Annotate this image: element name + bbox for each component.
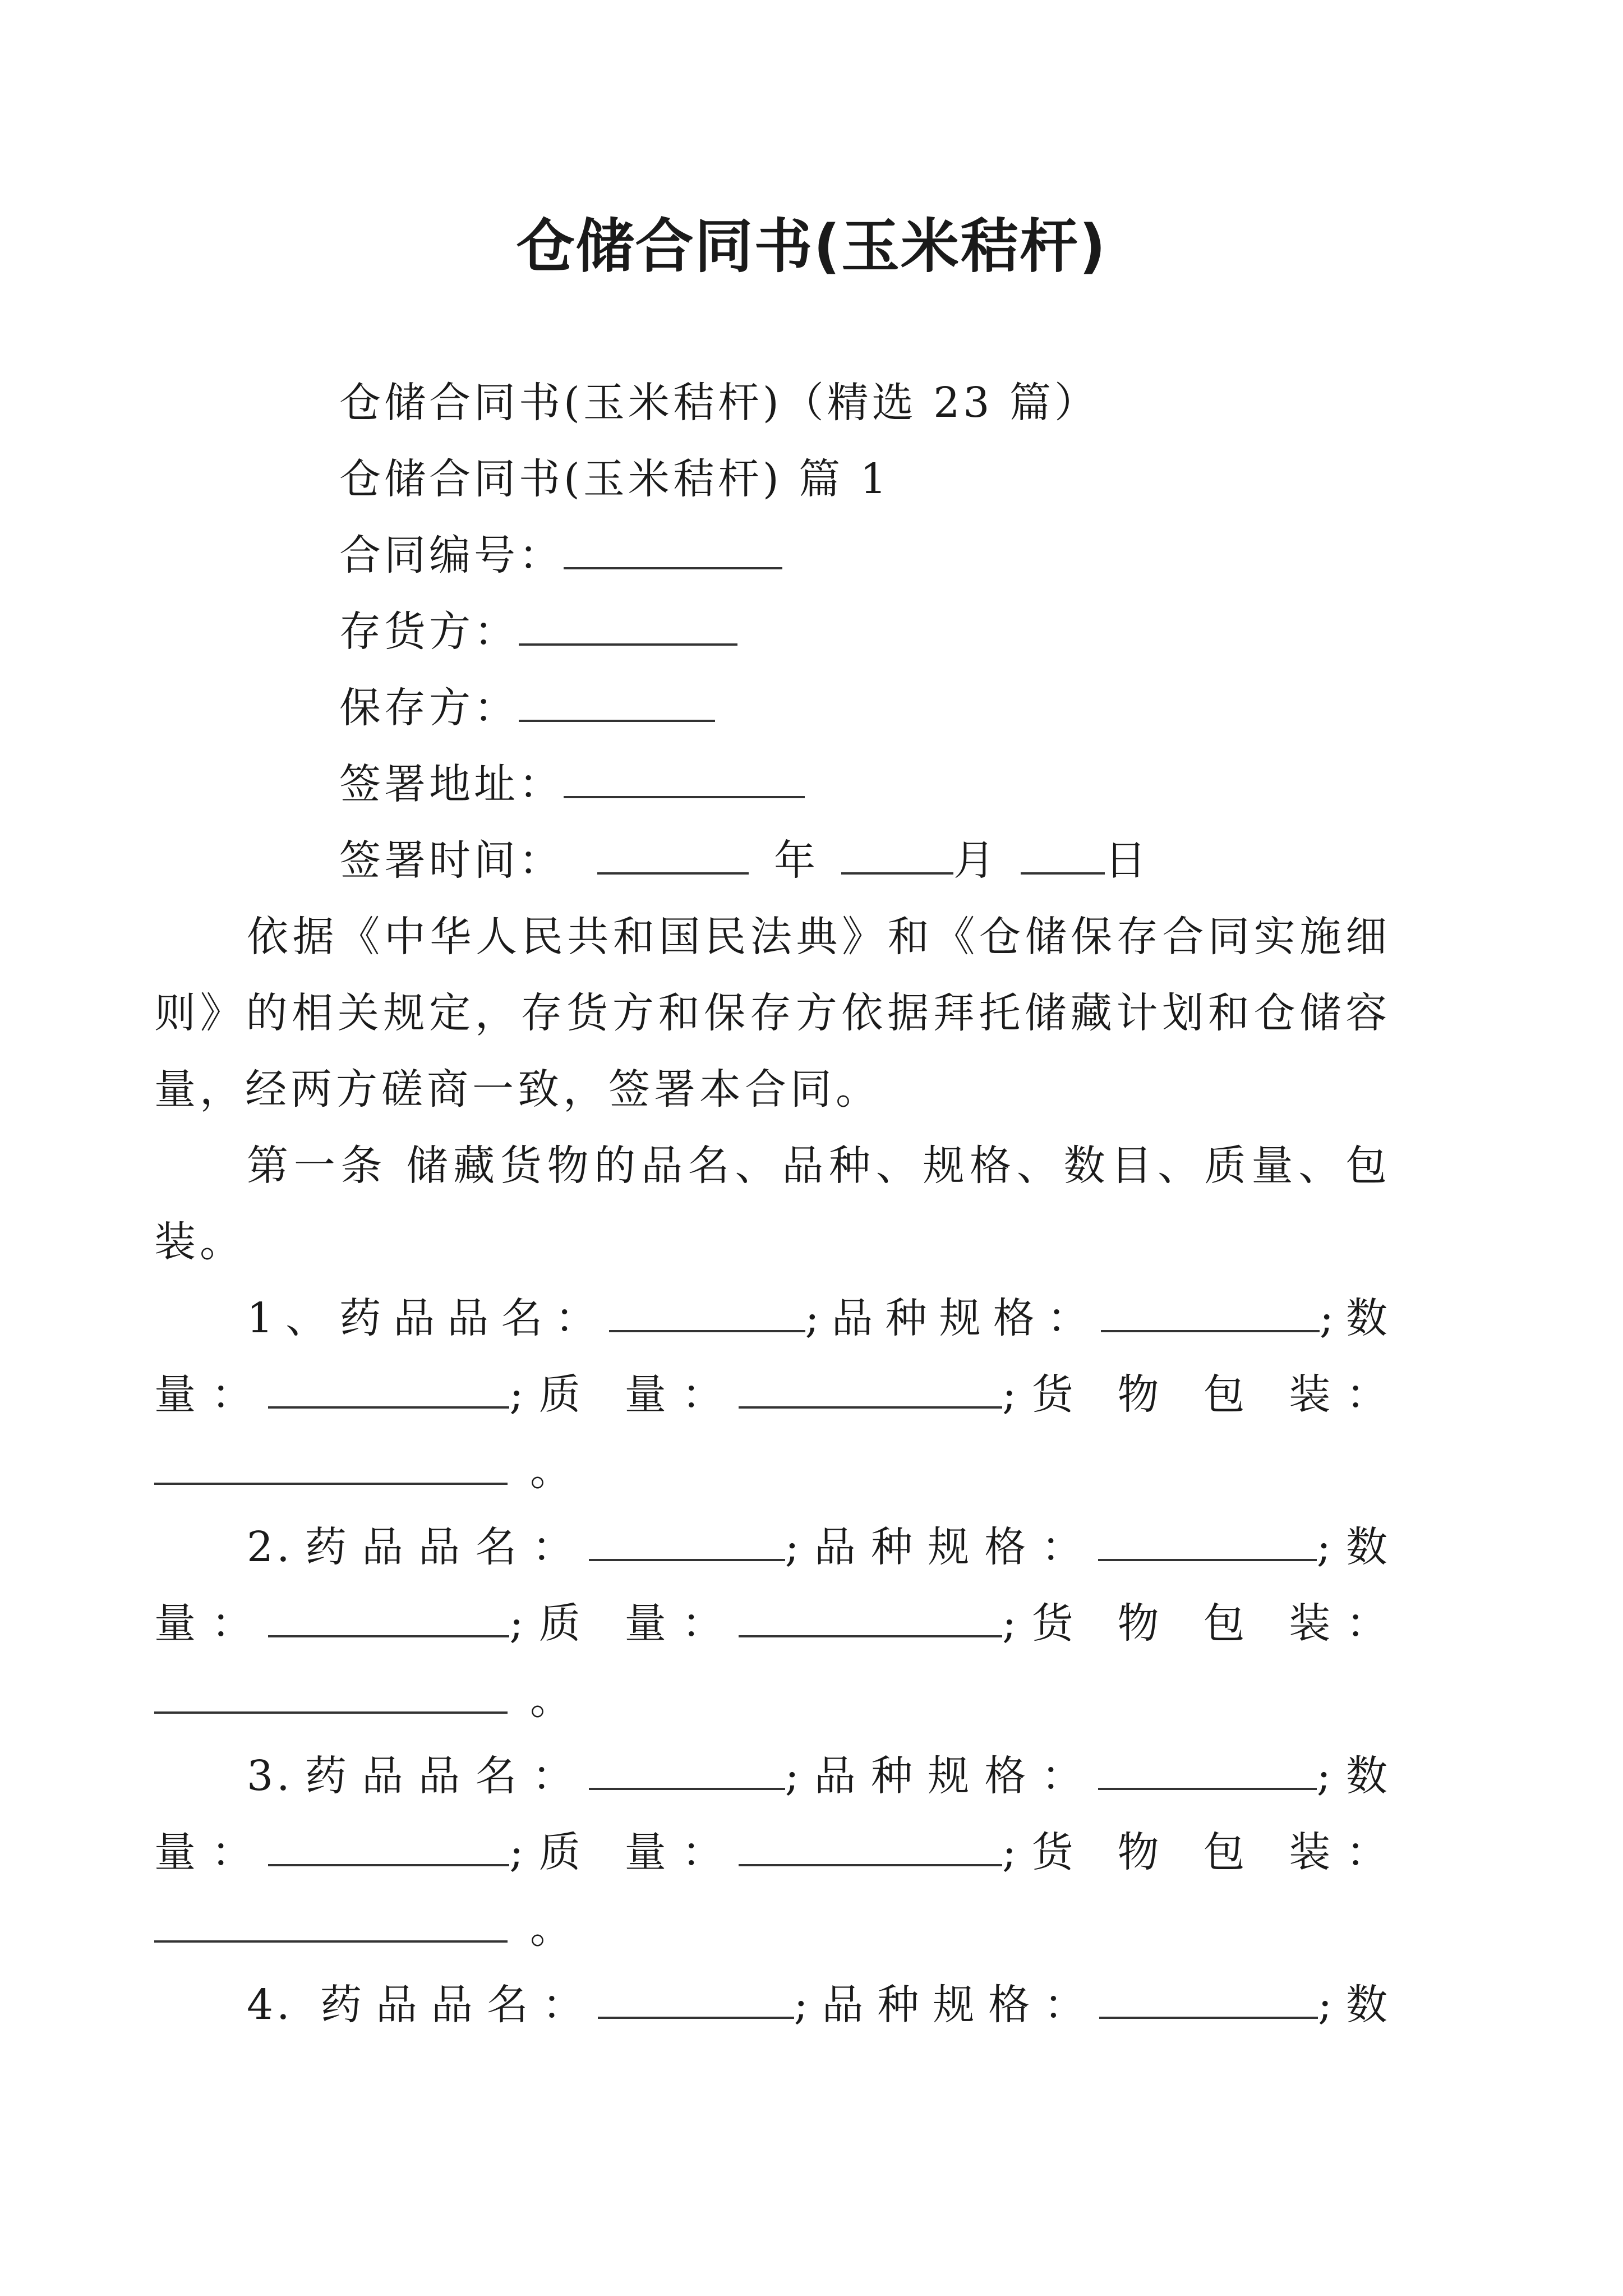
item-1-end: 。	[530, 1447, 575, 1495]
depositor-line	[247, 593, 1391, 670]
item-3	[154, 1738, 1391, 1967]
item-2-quality-label: ;质 量：	[509, 1599, 739, 1648]
contract-number-line	[247, 517, 1391, 593]
item-2-name-blank	[589, 1523, 785, 1561]
contract-number-blank	[564, 531, 782, 569]
item-1-name-blank	[609, 1294, 805, 1332]
intro-paragraph: 依据《中华人民共和国民法典》和《仓储保存合同实施细则》的相关规定，存货方和保存方依据拜托储藏计划和仓储容量，经两方磋商一致，签署本合同。	[154, 913, 1391, 1114]
item-4-line-1	[154, 1967, 1391, 2043]
item-2	[154, 1509, 1391, 1738]
item-2-line-2	[154, 1585, 1391, 1662]
custodian-line	[247, 670, 1391, 746]
item-1-quality-label: ;质 量：	[509, 1370, 739, 1419]
sign-day-label: 日	[1105, 836, 1150, 885]
article-1-heading: 第一条 储藏货物的品名、品种、规格、数目、质量、包 装。	[154, 1142, 1391, 1266]
item-2-pack-blank	[154, 1676, 508, 1714]
item-2-spec-label: ;品种规格：	[785, 1523, 1098, 1571]
item-1-line-3	[154, 1433, 1391, 1509]
item-3-spec-blank	[1098, 1752, 1317, 1790]
item-3-pack-blank	[154, 1904, 508, 1943]
sign-day-blank	[1021, 836, 1105, 875]
document-title: 仓储合同书(玉米秸杆)	[516, 212, 1107, 280]
subtitle-line: 仓储合同书(玉米秸杆)（精选 23 篇）	[339, 379, 1099, 427]
item-1-pack-label: ;货 物 包 装：	[1002, 1370, 1391, 1419]
depositor-label: 存货方：	[339, 608, 519, 656]
item-3-name-label: 3.药品品名：	[247, 1752, 589, 1800]
sign-time-line	[247, 822, 1391, 899]
item-4	[154, 1967, 1391, 2043]
item-1-line-1	[154, 1280, 1391, 1356]
item-1-spec-blank	[1101, 1294, 1320, 1332]
item-2-spec-blank	[1098, 1523, 1317, 1561]
sign-year-label: 年	[774, 836, 819, 885]
custodian-blank	[519, 684, 715, 722]
sign-time-label: 签署时间：	[339, 836, 564, 885]
sign-place-line	[247, 746, 1391, 822]
sign-year-blank	[597, 836, 749, 875]
item-1-qty-label-b: 量：	[154, 1370, 269, 1419]
item-1-qty-blank	[268, 1370, 509, 1409]
item-4-name-label: 4. 药品品名：	[247, 1981, 598, 2029]
document-body	[154, 365, 1391, 2043]
item-2-qty-label-a: ;数	[1316, 1523, 1391, 1571]
item-3-quality-label: ;质 量：	[509, 1828, 739, 1876]
item-3-line-3	[154, 1890, 1391, 1967]
item-2-line-3	[154, 1662, 1391, 1738]
item-1-pack-blank	[154, 1447, 508, 1485]
item-2-pack-label: ;货 物 包 装：	[1002, 1599, 1391, 1648]
item-3-qty-blank	[268, 1828, 509, 1866]
item-2-end: 。	[530, 1676, 575, 1724]
part-heading: 仓储合同书(玉米秸杆) 篇 1	[339, 455, 890, 503]
item-3-qty-label-a: ;数	[1316, 1752, 1391, 1800]
item-2-qty-blank	[268, 1599, 509, 1637]
item-3-pack-label: ;货 物 包 装：	[1002, 1828, 1391, 1876]
item-1-quality-blank	[739, 1370, 1002, 1409]
depositor-blank	[519, 608, 737, 646]
item-4-spec-label: ;品种规格：	[794, 1981, 1100, 2029]
contract-number-label: 合同编号：	[339, 531, 564, 579]
item-1-spec-label: ;品种规格：	[805, 1294, 1101, 1342]
item-2-quality-blank	[739, 1599, 1002, 1637]
sign-place-blank	[564, 760, 805, 798]
item-3-qty-label-b: 量：	[154, 1828, 269, 1876]
item-3-quality-blank	[739, 1828, 1002, 1866]
item-3-line-1	[154, 1738, 1391, 1814]
item-3-name-blank	[589, 1752, 785, 1790]
item-3-spec-label: ;品种规格：	[785, 1752, 1098, 1800]
custodian-label: 保存方：	[339, 684, 519, 732]
item-2-name-label: 2.药品品名：	[247, 1523, 589, 1571]
item-3-end: 。	[530, 1904, 575, 1953]
item-1-line-2	[154, 1356, 1391, 1433]
sign-month-blank	[841, 836, 953, 875]
item-1	[154, 1280, 1391, 1509]
item-2-line-1	[154, 1509, 1391, 1585]
sign-place-label: 签署地址：	[339, 760, 564, 808]
item-4-spec-blank	[1099, 1981, 1318, 2019]
item-1-qty-label-a: ;数	[1319, 1294, 1391, 1342]
item-1-name-label: 1、药品品名：	[247, 1294, 609, 1342]
item-4-name-blank	[598, 1981, 794, 2019]
item-4-qty-label-a: ;数	[1318, 1981, 1391, 2029]
item-3-line-2	[154, 1814, 1391, 1890]
item-2-qty-label-b: 量：	[154, 1599, 269, 1648]
sign-month-label: 月	[953, 836, 998, 885]
